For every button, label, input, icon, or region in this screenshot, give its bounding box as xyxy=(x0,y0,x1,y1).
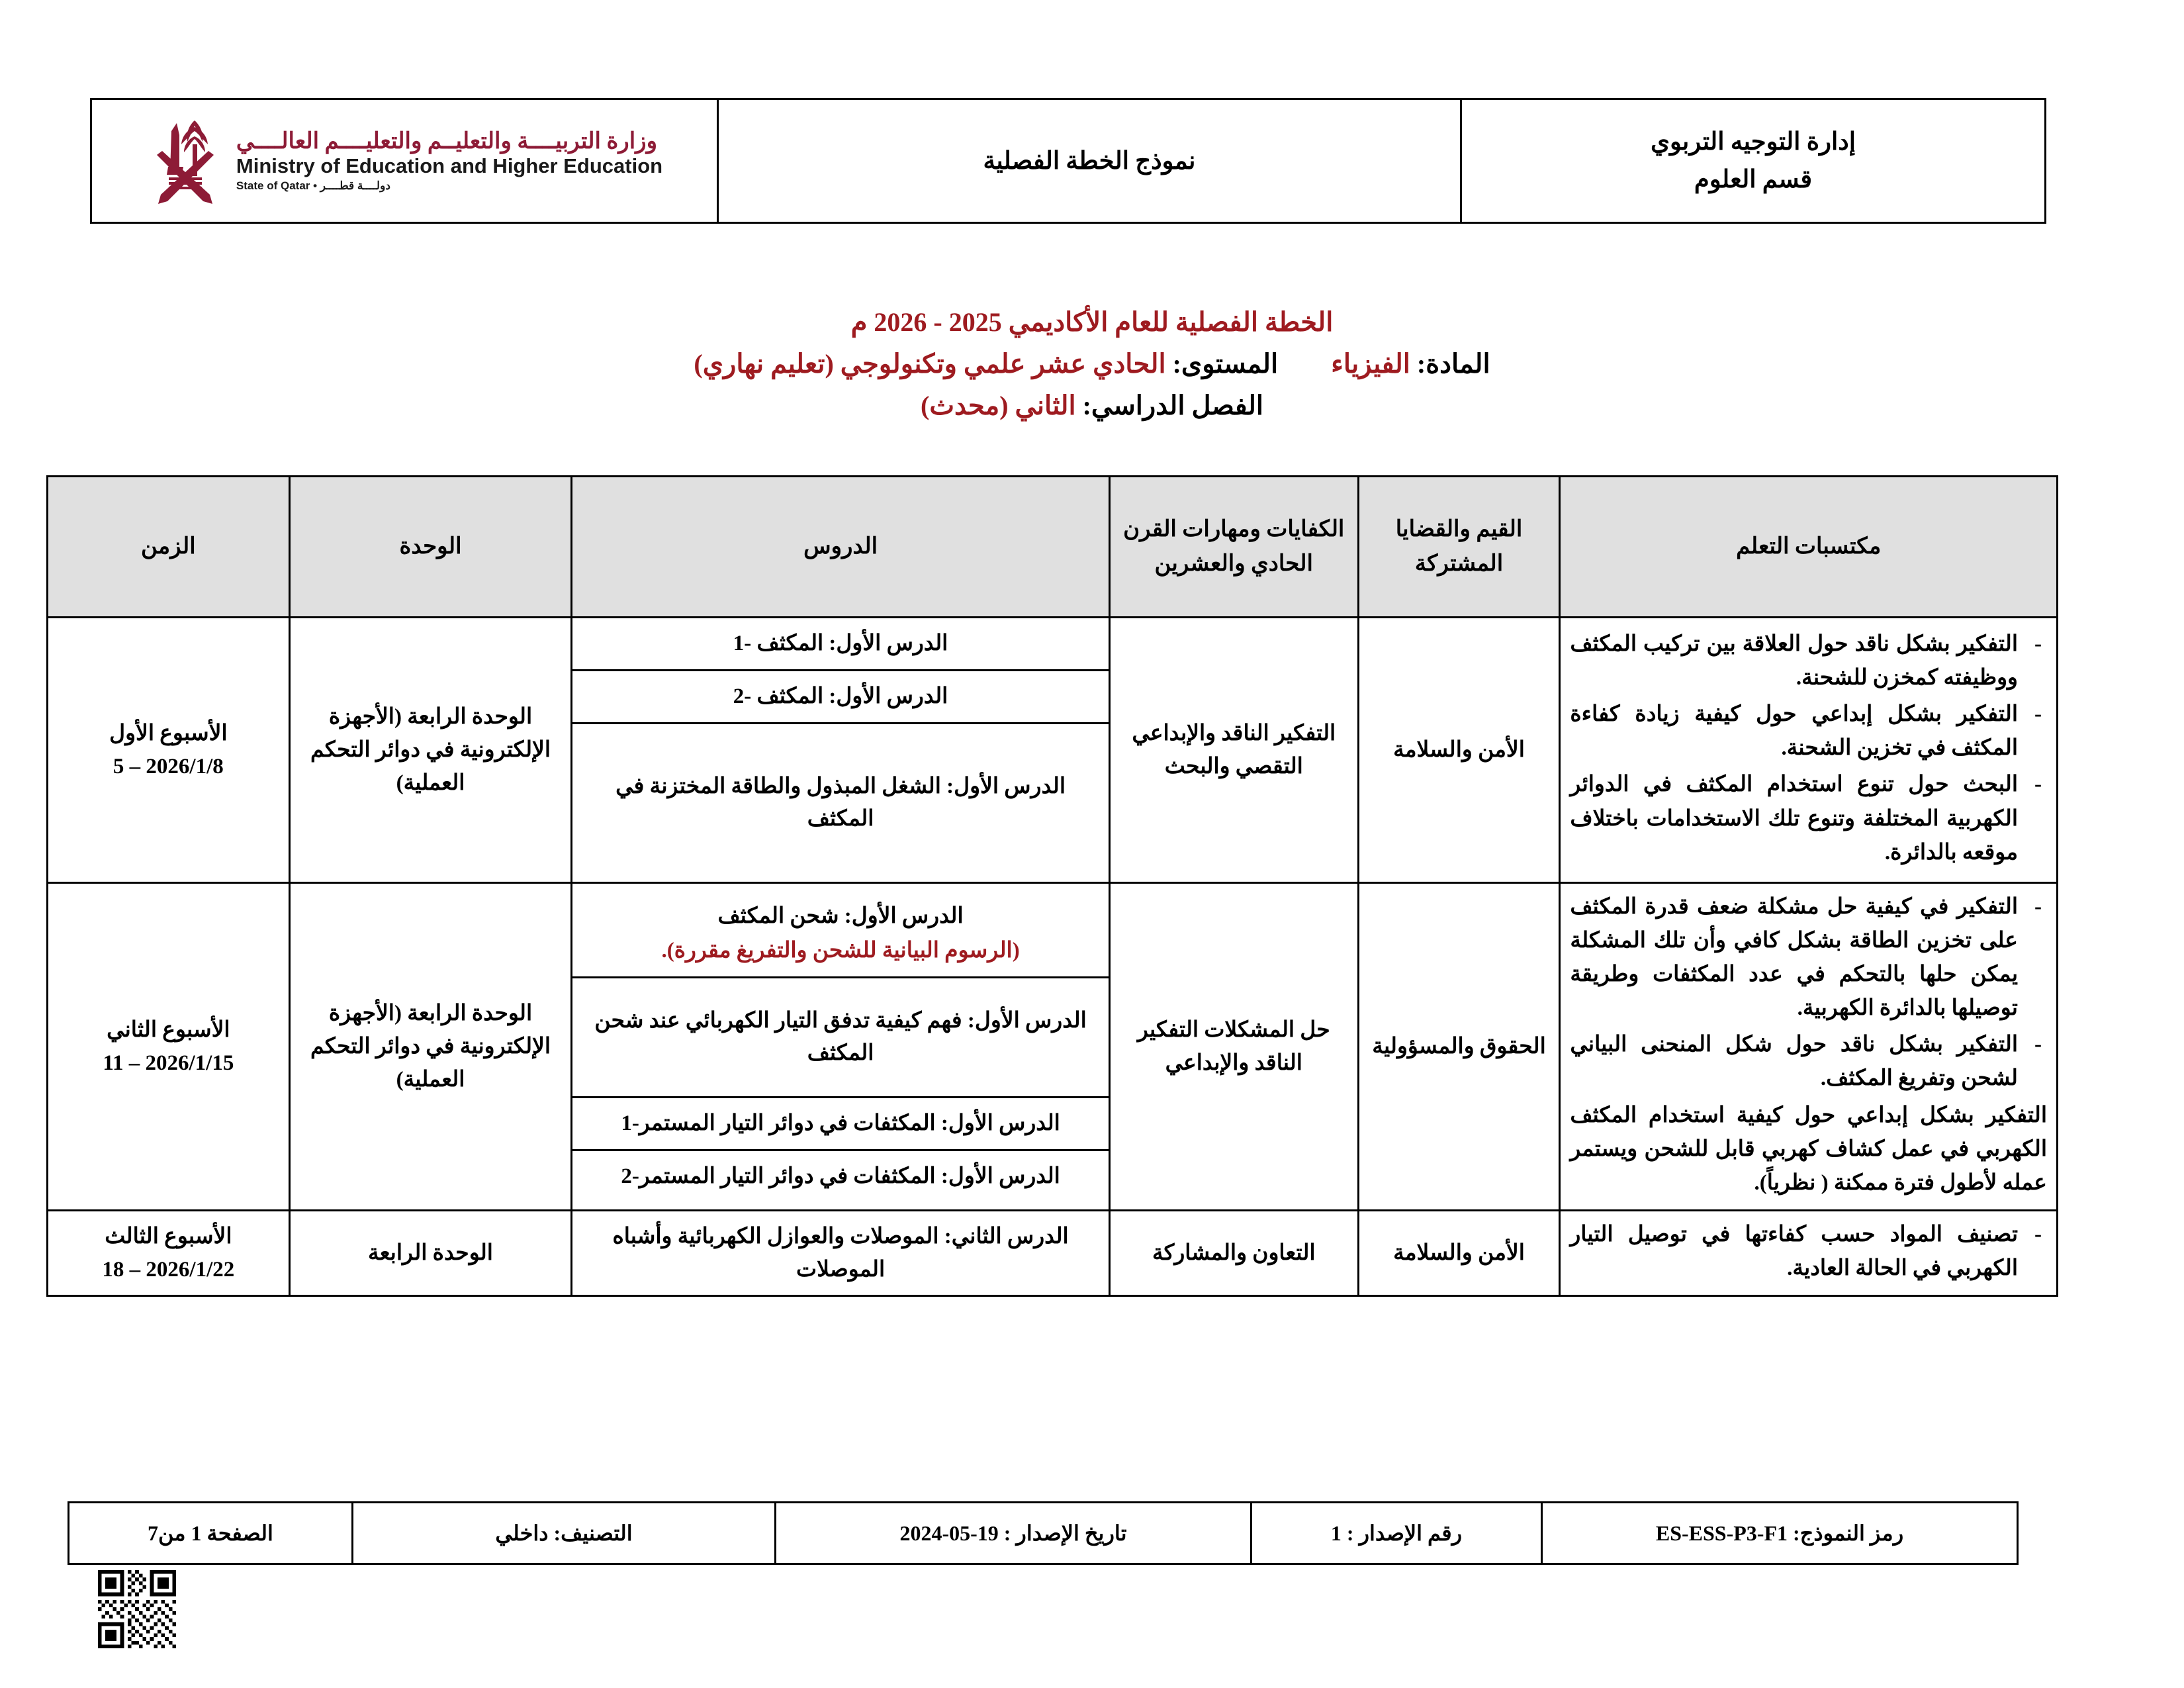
lesson-row xyxy=(572,1098,1109,1150)
lesson-text: الدرس الأول: المكثفات في دوائر التيار المستمر-1 xyxy=(572,1098,1109,1150)
lesson-row xyxy=(572,978,1109,1098)
cell-skills: حل المشكلات التفكير الناقد والإبداعي xyxy=(1109,882,1358,1210)
subject-label: المادة: xyxy=(1416,349,1490,379)
cell-lessons: الدرس الثاني: الموصلات والعوازل الكهربائية وأشباه الموصلات xyxy=(572,1210,1110,1295)
form-title-cell xyxy=(718,99,1461,223)
list-item: - التفكير في كيفية حل مشكلة ضعف قدرة المكثف على تخزين الطاقة بشكل كافي وأن تلك المشكلة يمكن حلها بالتحكم في عدد المكثفات وطريقة توصيلها بالدائرة الكهربية. xyxy=(1570,890,2047,1026)
list-item: - التفكير بشكل ناقد حول العلاقة بين تركيب المكثف ووظيفته كمخزن للشحنة. xyxy=(1570,628,2047,695)
col-header-time: الزمن xyxy=(48,477,290,618)
document-footer-table xyxy=(68,1501,2019,1565)
lesson-text-highlight: (الرسوم البيانية للشحن والتفريغ مقررة). xyxy=(572,933,1109,977)
cell-values: الحقوق والمسؤولية xyxy=(1358,882,1560,1210)
table-header-row xyxy=(48,477,2058,618)
lesson-text: الدرس الأول: المكثفات في دوائر التيار المستمر-2 xyxy=(621,1164,1060,1189)
department-cell xyxy=(1461,99,2046,223)
ministry-logo-cell xyxy=(91,99,718,223)
header-row xyxy=(91,99,2046,223)
list-item: - البحث حول تنوع استخدام المكثف في الدوائر الكهربية المختلفة وتنوع تلك الاستخدامات باختلاف موقعه بالدائرة. xyxy=(1570,768,2047,869)
lesson-row xyxy=(572,933,1109,977)
time-week: الأسبوع الثاني xyxy=(107,1017,230,1042)
cell-outcomes xyxy=(1560,618,2058,883)
table-row xyxy=(48,618,2058,883)
semester-plan-table xyxy=(46,475,2058,1297)
lesson-text: الدرس الأول: شحن المكثف xyxy=(717,904,964,928)
ministry-name-english: Ministry of Education and Higher Education xyxy=(236,154,663,178)
cell-time xyxy=(48,1210,290,1295)
cell-outcomes xyxy=(1560,882,2058,1210)
lessons-subtable xyxy=(572,618,1109,882)
outcomes-list xyxy=(1570,1218,2047,1286)
plan-title-block xyxy=(138,301,2046,427)
col-header-values: القيم والقضايا المشتركة xyxy=(1358,477,1560,618)
lesson-row xyxy=(572,1150,1109,1202)
col-header-unit: الوحدة xyxy=(289,477,572,618)
lesson-row xyxy=(572,670,1109,723)
cell-unit: الوحدة الرابعة (الأجهزة الإلكترونية في دوائر التحكم العملية) xyxy=(289,882,572,1210)
term-line xyxy=(138,385,2046,426)
lesson-text: الدرس الأول: المكثف -1 xyxy=(572,618,1109,670)
cell-lessons xyxy=(572,882,1110,1210)
cell-unit: الوحدة الرابعة xyxy=(289,1210,572,1295)
cell-values: الأمن والسلامة xyxy=(1358,1210,1560,1295)
lesson-row xyxy=(572,618,1109,670)
academic-year-text: الخطة الفصلية للعام الأكاديمي 2025 - 2026 م xyxy=(850,307,1334,337)
footer-issue-date: تاريخ الإصدار : 19-05-2024 xyxy=(776,1503,1251,1564)
cell-time xyxy=(48,882,290,1210)
lesson-text: الدرس الأول: فهم كيفية تدفق التيار الكهربائي عند شحن المكثف xyxy=(572,978,1109,1098)
footer-form-code: رمز النموذج: ES-ESS-P3-F1 xyxy=(1542,1503,2018,1564)
list-item: - التفكير بشكل إبداعي حول كيفية زيادة كفاءة المكثف في تخزين الشحنة. xyxy=(1570,698,2047,765)
list-item: التفكير بشكل إبداعي حول كيفية استخدام المكثف الكهربي في عمل كشاف كهربي قابل للشحن ويستمر عمله لأطول فترة ممكنة ( نظرياً). xyxy=(1570,1103,2047,1195)
outcomes-list xyxy=(1570,890,2047,1200)
subject-level-line xyxy=(138,343,2046,385)
department-line-2: قسم العلوم xyxy=(1694,166,1813,193)
cell-skills: التعاون والمشاركة xyxy=(1109,1210,1358,1295)
academic-year-line xyxy=(138,301,2046,343)
table-body xyxy=(48,618,2058,1296)
cell-unit: الوحدة الرابعة (الأجهزة الإلكترونية في دوائر التحكم العملية) xyxy=(289,618,572,883)
qr-code-icon xyxy=(98,1570,176,1648)
qatar-emblem-icon xyxy=(146,111,224,211)
col-header-lessons: الدروس xyxy=(572,477,1110,618)
term-value: الثاني (محدث) xyxy=(921,391,1076,421)
col-header-outcomes: مكتسبات التعلم xyxy=(1560,477,2058,618)
time-week: الأسبوع الثالث xyxy=(105,1224,232,1248)
form-title: نموذج الخطة الفصلية xyxy=(983,148,1196,175)
list-item: - التفكير بشكل ناقد حول شكل المنحنى البياني لشحن وتفريغ المكثف. xyxy=(1570,1028,2047,1096)
time-dates: 5 – 2026/1/8 xyxy=(113,754,224,778)
time-week: الأسبوع الأول xyxy=(109,721,228,745)
cell-outcomes xyxy=(1560,1210,2058,1295)
footer-row xyxy=(69,1503,2018,1564)
lessons-subtable xyxy=(572,891,1109,1202)
cell-time xyxy=(48,618,290,883)
level-label: المستوى: xyxy=(1172,349,1279,379)
footer-classification: التصنيف: داخلي xyxy=(353,1503,776,1564)
list-item: - تصنيف المواد حسب كفاءتها في توصيل التيار الكهربي في الحالة العادية. xyxy=(1570,1218,2047,1286)
time-dates: 11 – 2026/1/15 xyxy=(103,1051,234,1075)
table-row xyxy=(48,1210,2058,1295)
lesson-row xyxy=(572,891,1109,934)
ministry-name-arabic: وزارة التربيــــة والتعليــم والتعليــــم العالــــي xyxy=(236,128,657,154)
cell-values: الأمن والسلامة xyxy=(1358,618,1560,883)
lesson-row xyxy=(572,723,1109,882)
col-header-skills: الكفايات ومهارات القرن الحادي والعشرين xyxy=(1109,477,1358,618)
cell-lessons xyxy=(572,618,1110,883)
level-value: الحادي عشر علمي وتكنولوجي (تعليم نهاري) xyxy=(694,349,1166,379)
footer-page-number: الصفحة 1 من7 xyxy=(69,1503,353,1564)
outcomes-list xyxy=(1570,628,2047,870)
lesson-text: الدرس الأول: المكثف -2 xyxy=(572,670,1109,723)
lesson-text: الدرس الأول: الشغل المبذول والطاقة المختزنة في المكثف xyxy=(615,774,1066,831)
term-label: الفصل الدراسي: xyxy=(1082,391,1263,421)
table-row xyxy=(48,882,2058,1210)
time-dates: 18 – 2026/1/22 xyxy=(102,1258,235,1282)
department-line-1: إدارة التوجيه التربوي xyxy=(1650,128,1856,156)
document-header-table xyxy=(90,98,2046,224)
state-of-qatar-label: دولــــة قطــــر • State of Qatar xyxy=(236,179,390,192)
footer-issue-number: رقم الإصدار : 1 xyxy=(1251,1503,1542,1564)
cell-skills: التفكير الناقد والإبداعي التقصي والبحث xyxy=(1109,618,1358,883)
subject-value: الفيزياء xyxy=(1331,349,1410,379)
